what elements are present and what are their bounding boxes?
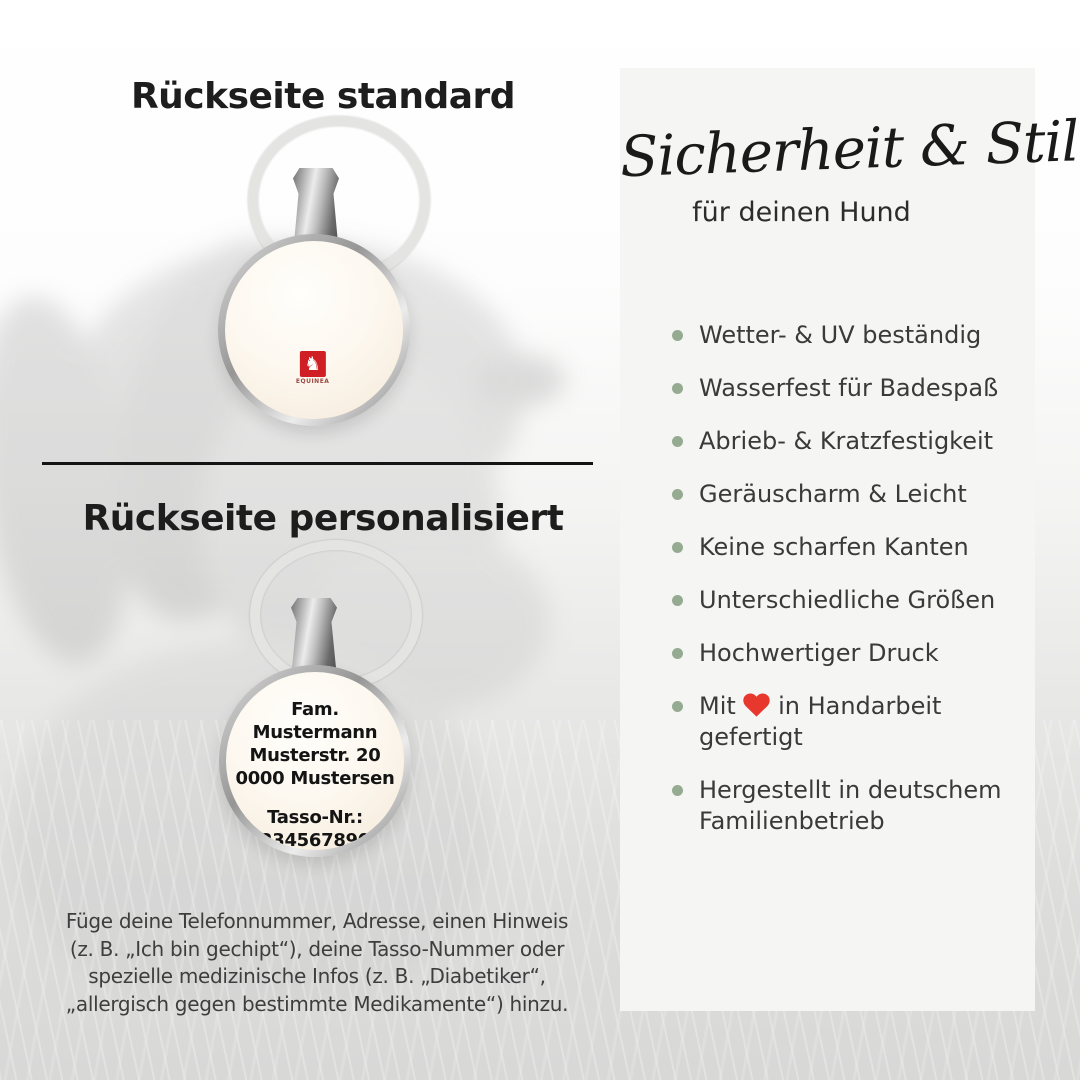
bullet-dot-icon xyxy=(672,383,683,394)
feature-item-handmade xyxy=(672,691,1025,753)
feature-text: Hochwertiger Druck xyxy=(699,639,939,667)
feature-text-post: in Handarbeit gefertigt xyxy=(699,692,942,751)
bullet-dot-icon xyxy=(672,648,683,659)
pendant-personalized-face xyxy=(226,672,404,850)
heart-icon xyxy=(743,693,770,717)
address-line: 0000 Mustersen xyxy=(235,768,395,789)
hint-line: „allergisch gegen bestimmte Medikamente“) hinzu. xyxy=(65,991,569,1016)
feature-text: Abrieb- & Kratzfestigkeit xyxy=(699,427,994,455)
panel-title: Sicherheit & Stil xyxy=(618,109,1080,191)
address-line: Mustermann xyxy=(252,722,378,743)
feature-item xyxy=(672,775,1025,837)
feature-item xyxy=(672,479,1025,510)
feature-item xyxy=(672,585,1025,616)
engraved-address xyxy=(226,698,404,850)
feature-text: Geräuscharm & Leicht xyxy=(699,480,967,508)
tasso-number: 12345678901 xyxy=(247,830,383,850)
brand-logo xyxy=(296,351,330,385)
address-line: Musterstr. 20 xyxy=(249,745,381,766)
bullet-dot-icon xyxy=(672,436,683,447)
feature-item xyxy=(672,320,1025,351)
heading-personalisiert: Rückseite personalisiert xyxy=(82,498,564,539)
bullet-dot-icon xyxy=(672,595,683,606)
tasso-label: Tasso-Nr.: xyxy=(267,807,363,828)
feature-list xyxy=(620,320,1035,837)
feature-item xyxy=(672,638,1025,669)
panel-subtitle: für deinen Hund xyxy=(692,197,911,228)
bullet-dot-icon xyxy=(672,785,683,796)
pendant-standard xyxy=(218,234,410,426)
brand-name: EQUINEA xyxy=(295,378,330,386)
bullet-dot-icon xyxy=(672,542,683,553)
feature-text xyxy=(699,691,1025,753)
address-spacer xyxy=(226,790,404,806)
hint-line: (z. B. „Ich bin gechipt“), deine Tasso-Nummer oder xyxy=(69,936,565,961)
feature-item xyxy=(672,373,1025,404)
pendant-standard-face xyxy=(225,241,403,419)
hint-line: Füge deine Telefonnummer, Adresse, einen Hinweis xyxy=(65,909,569,933)
heading-standard: Rückseite standard xyxy=(130,76,516,117)
feature-text: Wasserfest für Badespaß xyxy=(699,374,999,402)
personalization-hint xyxy=(30,908,604,1018)
bullet-dot-icon xyxy=(672,330,683,341)
hint-line: spezielle medizinische Infos (z. B. „Diabetiker“, xyxy=(88,964,546,988)
feature-item xyxy=(672,426,1025,457)
benefits-panel xyxy=(618,68,1080,1011)
section-divider xyxy=(42,462,593,465)
address-line: Fam. xyxy=(291,699,339,720)
feature-text-pre: Mit xyxy=(699,692,736,720)
pendant-personalized xyxy=(219,665,411,857)
feature-item xyxy=(672,532,1025,563)
feature-text: Unterschiedliche Größen xyxy=(699,586,996,614)
feature-text: Hergestellt in deutschem Familienbetrieb xyxy=(699,776,1002,835)
feature-text: Keine scharfen Kanten xyxy=(699,533,969,561)
bullet-dot-icon xyxy=(672,701,683,712)
horse-icon: ♞ xyxy=(300,351,326,377)
feature-text: Wetter- & UV beständig xyxy=(699,321,982,349)
bullet-dot-icon xyxy=(672,489,683,500)
